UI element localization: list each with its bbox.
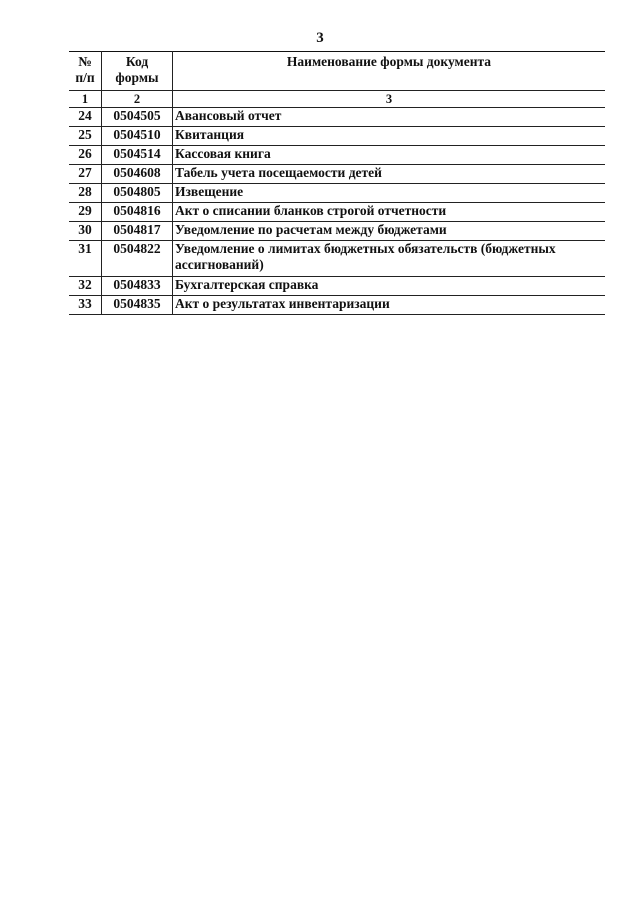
table-row bbox=[69, 222, 605, 241]
row-no: 27 bbox=[69, 165, 102, 184]
row-name: Кассовая книга bbox=[173, 146, 606, 165]
table-row bbox=[69, 108, 605, 127]
row-name: Извещение bbox=[173, 184, 606, 203]
header-code: Код формы bbox=[102, 52, 173, 91]
table-row bbox=[69, 184, 605, 203]
row-name: Табель учета посещаемости детей bbox=[173, 165, 606, 184]
header-no: № п/п bbox=[69, 52, 102, 91]
row-no: 28 bbox=[69, 184, 102, 203]
page-number: 3 bbox=[316, 30, 324, 46]
column-number: 2 bbox=[102, 91, 173, 108]
row-no: 24 bbox=[69, 108, 102, 127]
row-code: 0504816 bbox=[102, 203, 173, 222]
row-no: 29 bbox=[69, 203, 102, 222]
table-row bbox=[69, 146, 605, 165]
table-row bbox=[69, 203, 605, 222]
row-no: 32 bbox=[69, 277, 102, 296]
row-code: 0504510 bbox=[102, 127, 173, 146]
row-name: Квитанция bbox=[173, 127, 606, 146]
row-code: 0504835 bbox=[102, 296, 173, 315]
row-no: 31 bbox=[69, 241, 102, 277]
header-name: Наименование формы документа bbox=[173, 52, 606, 91]
table-row bbox=[69, 277, 605, 296]
row-code: 0504805 bbox=[102, 184, 173, 203]
column-number: 1 bbox=[69, 91, 102, 108]
row-code: 0504608 bbox=[102, 165, 173, 184]
row-code: 0504817 bbox=[102, 222, 173, 241]
row-no: 33 bbox=[69, 296, 102, 315]
row-name: Уведомление о лимитах бюджетных обязательств (бюджетных ассигнований) bbox=[173, 241, 606, 277]
forms-table bbox=[69, 51, 605, 315]
row-no: 26 bbox=[69, 146, 102, 165]
row-name: Акт о списании бланков строгой отчетности bbox=[173, 203, 606, 222]
row-no: 30 bbox=[69, 222, 102, 241]
row-name: Авансовый отчет bbox=[173, 108, 606, 127]
table-row bbox=[69, 296, 605, 315]
row-name: Акт о результатах инвентаризации bbox=[173, 296, 606, 315]
row-code: 0504833 bbox=[102, 277, 173, 296]
row-name: Бухгалтерская справка bbox=[173, 277, 606, 296]
row-code: 0504822 bbox=[102, 241, 173, 277]
row-no: 25 bbox=[69, 127, 102, 146]
row-code: 0504514 bbox=[102, 146, 173, 165]
table-row bbox=[69, 241, 605, 277]
table-row bbox=[69, 127, 605, 146]
row-code: 0504505 bbox=[102, 108, 173, 127]
column-numbers-row bbox=[69, 91, 605, 108]
column-number: 3 bbox=[173, 91, 606, 108]
row-name: Уведомление по расчетам между бюджетами bbox=[173, 222, 606, 241]
table-row bbox=[69, 165, 605, 184]
table-header-row bbox=[69, 52, 605, 91]
